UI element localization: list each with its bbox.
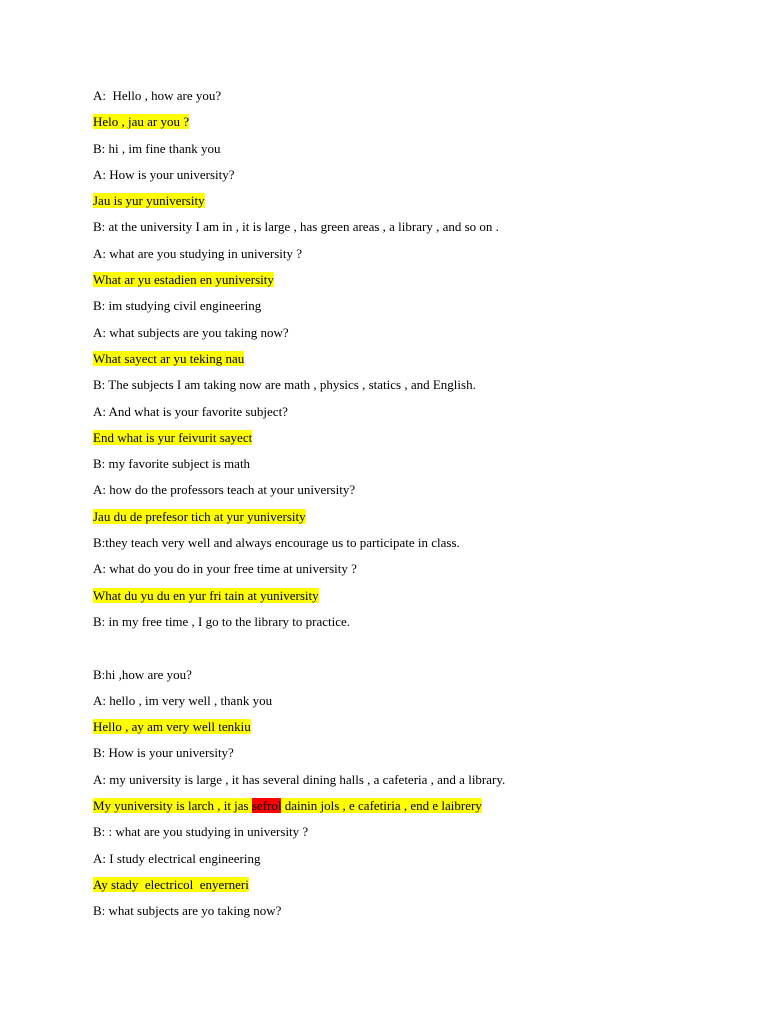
dialogue-line: [93, 217, 733, 243]
blank-line: [93, 638, 733, 664]
dialogue-text: A: hello , im very well , thank you: [93, 692, 273, 708]
dialogue-line: [93, 796, 733, 822]
dialogue-text: A: my university is large , it has several dining halls , a cafeteria , and a library.: [93, 771, 506, 787]
dialogue-text: B:hi ,how are you?: [93, 666, 192, 682]
pronunciation-highlight: My yuniversity is larch , it jas: [93, 798, 252, 814]
dialogue-line: [93, 849, 733, 875]
pronunciation-highlight: Jau is yur yuniversity: [93, 193, 205, 209]
highlighted-word-red: sefrol: [251, 798, 282, 814]
pronunciation-highlight: Hello , ay am very well tenkiu: [93, 719, 251, 735]
dialogue-line: [93, 717, 733, 743]
pronunciation-highlight: Jau du de prefesor tich at yur yuniversity: [93, 508, 306, 524]
dialogue-line: [93, 375, 733, 401]
dialogue-line: [93, 507, 733, 533]
dialogue-text: A: Hello , how are you?: [93, 88, 222, 103]
dialogue-text: B: in my free time , I go to the library to practice.: [93, 613, 351, 629]
dialogue-text: A: How is your university?: [93, 166, 235, 182]
dialogue-text: B:they teach very well and always encourage us to participate in class.: [93, 535, 460, 551]
dialogue-line: [93, 323, 733, 349]
dialogue-line: [93, 270, 733, 296]
dialogue-line: [93, 770, 733, 796]
dialogue-line: [93, 665, 733, 691]
dialogue-line: [93, 691, 733, 717]
dialogue-text: A: what are you studying in university ?: [93, 245, 303, 261]
dialogue-text: B: How is your university?: [93, 745, 234, 761]
dialogue-line: [93, 349, 733, 375]
dialogue-text-block: [93, 86, 733, 928]
pronunciation-highlight: What ar yu estadien en yuniversity: [93, 272, 274, 288]
dialogue-line: [93, 86, 733, 112]
dialogue-text: B: at the university I am in , it is large , has green areas , a library , and so on .: [93, 219, 499, 235]
dialogue-text: B: The subjects I am taking now are math , physics , statics , and English.: [93, 377, 476, 393]
dialogue-line: [93, 428, 733, 454]
pronunciation-highlight: dainin jols , e cafetiria , end e laibrery: [281, 798, 482, 814]
dialogue-line: [93, 559, 733, 585]
dialogue-line: [93, 244, 733, 270]
dialogue-text: B: what subjects are yo taking now?: [93, 903, 282, 919]
dialogue-line: [93, 612, 733, 638]
dialogue-line: [93, 191, 733, 217]
dialogue-text: B: my favorite subject is math: [93, 456, 251, 472]
dialogue-text: A: how do the professors teach at your university?: [93, 482, 356, 498]
dialogue-line: [93, 480, 733, 506]
dialogue-line: [93, 139, 733, 165]
dialogue-line: [93, 743, 733, 769]
dialogue-text: A: And what is your favorite subject?: [93, 403, 288, 419]
dialogue-line: [93, 586, 733, 612]
dialogue-text: B: hi , im fine thank you: [93, 140, 221, 156]
dialogue-line: [93, 402, 733, 428]
pronunciation-highlight: What sayect ar yu teking nau: [93, 350, 245, 366]
dialogue-text: A: what do you do in your free time at university ?: [93, 561, 357, 577]
dialogue-text: B: im studying civil engineering: [93, 298, 262, 314]
dialogue-line: [93, 296, 733, 322]
dialogue-line: [93, 533, 733, 559]
dialogue-line: [93, 875, 733, 901]
dialogue-line: [93, 822, 733, 848]
dialogue-line: [93, 165, 733, 191]
dialogue-text: A: what subjects are you taking now?: [93, 324, 289, 340]
dialogue-line: [93, 112, 733, 138]
dialogue-line: [93, 901, 733, 927]
dialogue-line: [93, 454, 733, 480]
pronunciation-highlight: Helo , jau ar you ?: [93, 114, 190, 130]
dialogue-text: A: I study electrical engineering: [93, 850, 261, 866]
dialogue-text: B: : what are you studying in university ?: [93, 824, 309, 840]
pronunciation-highlight: Ay stady electricol enyerneri: [93, 876, 249, 892]
pronunciation-highlight: End what is yur feivurit sayect: [93, 429, 253, 445]
pronunciation-highlight: What du yu du en yur fri tain at yuniversity: [93, 587, 319, 603]
